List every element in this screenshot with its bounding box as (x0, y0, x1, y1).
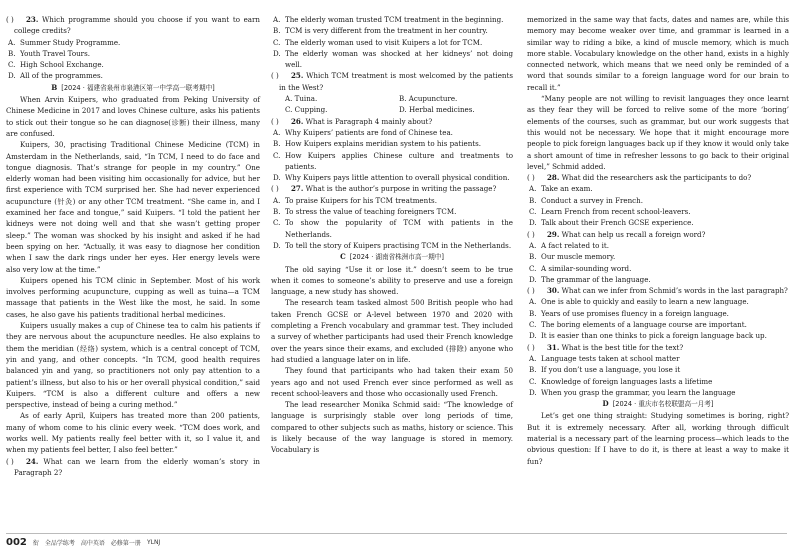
footer-divider (6, 533, 787, 534)
q27-option-c[interactable]: C. To show the popularity of TCM with patients in the Netherlands. (273, 218, 513, 239)
question-23: ( ) 23. Which programme should you choose if you want to earn college credits? (6, 15, 260, 36)
q26-option-a[interactable]: A. Why Kuipers’ patients are fond of Chinese tea. (273, 127, 453, 137)
q29-option-c[interactable]: C. A similar-sounding word. (529, 263, 632, 273)
footer-volume: 必修第一册 (110, 540, 141, 547)
answer-blank[interactable]: ( ) (527, 229, 535, 239)
passage-b-paragraph: As of early April, Kuipers has treated more than 200 patients, many of whom come to his clinic every week. “TCM does work, and works well. My patients really feel better with it, so I value it, and when my patients feel better, I also feel better.” (6, 411, 260, 455)
passage-c-paragraph: “Many people are not willing to revisit languages they once learnt as they fear they will be forced to relive some of the more ‘boring’ elements of the courses, such as grammar, but our work suggests that this would not be necessary. We hope that it might encourage more people to pick foreign languages back up if they know it would only take a short amount of time in refresher lessons to go back to their original level,” Schmid added. (527, 94, 789, 171)
q25-option-b[interactable]: B. Acupuncture. (399, 94, 458, 104)
passage-c-paragraph: The research team tasked almost 500 British people who had taken French GCSE or A-level between 1970 and 2020 with completing a French vocabulary and grammar test. They included a survey of whether participants had used their French knowledge over the years since their exams, and excluded (排除) anyone who had studied a language later on in life. (271, 298, 513, 364)
q24-option-c[interactable]: C. The elderly woman used to visit Kuipers a lot for TCM. (273, 37, 483, 47)
q28-option-a[interactable]: A. Take an exam. (529, 184, 593, 194)
q23-option-d[interactable]: D. All of the programmes. (8, 71, 103, 81)
column-left (6, 14, 260, 478)
passage-c-paragraph: The lead researcher Monika Schmid said: “The knowledge of language is surprisingly stable over long periods of time, compared to other subjects such as maths, history or science. This is likely because of the way language is stored in memory. Vocabulary is (271, 400, 513, 455)
passage-c-paragraph: They found that participants who had taken their exam 50 years ago and not used French ever since performed as well as recent school-leavers and those who occasionally used French. (271, 366, 513, 398)
footer-series: 全品学练考 (44, 540, 75, 547)
q30-option-d[interactable]: D. It is easier than one thinks to pick a foreign language back up. (529, 331, 767, 341)
question-31: ( ) 31. What is the best title for the text? (527, 342, 684, 352)
page-number: 002 (6, 537, 27, 548)
question-29: ( ) 29. What can help us recall a foreign word? (527, 229, 706, 239)
q29-option-a[interactable]: A. A fact related to it. (529, 240, 609, 250)
q28-option-d[interactable]: D. Talk about their French GCSE experience. (529, 218, 694, 228)
question-30: ( ) 30. What can we infer from Schmid’s words in the last paragraph? (527, 286, 788, 296)
q25-option-d[interactable]: D. Herbal medicines. (399, 105, 475, 115)
q30-option-b[interactable]: B. Years of use promises fluency in a foreign language. (529, 308, 729, 318)
q26-option-d[interactable]: D. Why Kuipers pays little attention to overall physical condition. (273, 173, 510, 183)
q23-option-a[interactable]: A. Summer Study Programme. (8, 37, 121, 47)
question-25: ( ) 25. Which TCM treatment is most welcomed by the patients in the West? (271, 71, 513, 92)
passage-b-heading: B [2024 · 福建省泉州市泉港区第一中学高一联考期中] (51, 82, 215, 92)
q25-option-c[interactable]: C. Cupping. (285, 105, 328, 115)
passage-b-paragraph: Kuipers opened his TCM clinic in September. Most of his work involves performing acupuncture, cupping as well as tuina—a TCM massage that patients in the West like the most, he said. In some cases, he also gave his patients traditional herbal medicines. (6, 275, 260, 319)
q29-option-b[interactable]: B. Our muscle memory. (529, 252, 616, 262)
passage-c-continued: memorized in the same way that facts, dates and names are, while this memory may become weaker over time, and grammar is learned in a similar way to riding a bike, a kind of muscle memory, which is much more stable. Vocabulary knowledge on the other hand, exists in a highly connected network, which means that we need only be reminded of a word that sounds similar to a foreign language word for our brain to recall it.” (527, 15, 789, 92)
q24-option-b[interactable]: B. TCM is very different from the treatment in her country. (273, 26, 488, 36)
q26-option-b[interactable]: B. How Kuipers explains meridian system to his patients. (273, 139, 482, 149)
question-28: ( ) 28. What did the researchers ask the participants to do? (527, 173, 752, 183)
question-24: ( ) 24. What can we learn from the elderly woman’s story in Paragraph 2? (6, 456, 260, 477)
passage-b-paragraph: Kuipers usually makes a cup of Chinese tea to calm his patients if they are nervous about the acupuncture needles. He also explains to them the meridian (经络) system, which is a central concept of TCM, yin and yang, and other concepts. “In TCM, good health requires balanced yin and yang, so practitioners not only pay attention to a patient’s illness, but also to his or her overall physical condition,” said Kuipers. “TCM is also a different culture and offers a new perspective, instead of being a curing method.” (6, 321, 260, 410)
passage-c-paragraph: The old saying “Use it or lose it.” doesn’t seem to be true when it comes to someone’s ability to preserve and use a foreign language, a new study has showed. (271, 264, 513, 297)
q24-option-a[interactable]: A. The elderly woman trusted TCM treatment in the beginning. (273, 15, 504, 24)
q31-option-d[interactable]: D. When you grasp the grammar, you learn the language (529, 387, 736, 397)
q23-option-b[interactable]: B. Youth Travel Tours. (8, 48, 90, 58)
q23-option-c[interactable]: C. High School Exchange. (8, 60, 104, 70)
question-26: ( ) 26. What is Paragraph 4 mainly about? (271, 116, 433, 126)
footer-code: YLNJ (146, 539, 161, 546)
q29-option-d[interactable]: D. The grammar of the language. (529, 274, 651, 284)
answer-blank[interactable]: ( ) (527, 173, 535, 183)
q31-option-a[interactable]: A. Language tests taken at school matter (529, 353, 680, 363)
q31-option-c[interactable]: C. Knowledge of foreign languages lasts a lifetime (529, 376, 713, 386)
q27-option-b[interactable]: B. To stress the value of teaching foreigners TCM. (273, 207, 457, 217)
question-27: ( ) 27. What is the author’s purpose in writing the passage? (271, 184, 497, 194)
answer-blank[interactable]: ( ) (271, 71, 279, 81)
passage-d-heading: D [2024 · 重庆市名校联盟高一月考] (602, 399, 714, 409)
passage-b-paragraph: Kuipers, 30, practising Traditional Chinese Medicine (TCM) in Amsterdam in the Netherlands, said, “In TCM, I need to do face and tongue diagnosis. That’s strange for people in my country.” One elderly woman had been visiting him occasionally for advice, but her first experience with TCM surprised her. She had never experienced acupuncture (针灸) or any other TCM treatment. “She came in, and I examined her face and tongue,” said Kuipers. “I told the patient her kidneys were not doing well and that she wasn’t getting proper sleep.” The woman was shocked by his insight and asked if he had been spying on her. “Actually, it was easy to diagnose her condition when I saw the dark rings under her eyes. Her energy levels were also very low at the time.” (6, 140, 260, 274)
q25-options-row-2 (271, 104, 513, 115)
footer-subject: 高中英语 (80, 540, 105, 547)
q26-option-c[interactable]: C. How Kuipers applies Chinese culture and treatments to patients. (273, 150, 513, 171)
footer-mark: 衔 (32, 540, 39, 547)
q28-option-b[interactable]: B. Conduct a survey in French. (529, 195, 643, 205)
q30-option-a[interactable]: A. One is able to quickly and easily to learn a new language. (529, 297, 749, 307)
q25-option-a[interactable]: A. Tuina. (285, 94, 318, 104)
column-right (527, 14, 789, 467)
q30-option-c[interactable]: C. The boring elements of a language course are important. (529, 320, 747, 330)
answer-blank[interactable]: ( ) (6, 456, 14, 466)
q24-option-d[interactable]: D. The elderly woman was shocked at her kidneys’ not doing well. (273, 48, 513, 70)
q28-option-c[interactable]: C. Learn French from recent school-leavers. (529, 207, 691, 217)
column-middle (271, 14, 513, 456)
answer-blank[interactable]: ( ) (527, 342, 535, 352)
answer-blank[interactable]: ( ) (271, 184, 279, 194)
answer-blank[interactable]: ( ) (6, 15, 14, 24)
answer-blank[interactable]: ( ) (271, 116, 279, 126)
passage-d-paragraph: Let’s get one thing straight: Studying sometimes is boring, right? But it is extremely necessary. After all, working through difficult material is a necessary part of the learning process—which leads to the obvious question: If I have to do it, is there at least a way to make it fun? (527, 411, 789, 466)
q31-option-b[interactable]: B. If you don’t use a language, you lose it (529, 365, 681, 375)
passage-b-paragraph: When Arvin Kuipers, who graduated from Peking University of Chinese Medicine in 2017 and loves Chinese culture, asks his patients to stick out their tongue so he can diagnose(诊断) their illness, many are confused. (6, 95, 260, 138)
q27-option-a[interactable]: A. To praise Kuipers for his TCM treatments. (273, 195, 437, 205)
passage-c-heading: C [2024 · 湖南省株洲市高一期中] (340, 252, 444, 262)
answer-blank[interactable]: ( ) (527, 286, 535, 296)
q25-options-row-1 (271, 93, 513, 104)
q27-option-d[interactable]: D. To tell the story of Kuipers practising TCM in the Netherlands. (273, 240, 512, 250)
page-footer (6, 537, 166, 548)
